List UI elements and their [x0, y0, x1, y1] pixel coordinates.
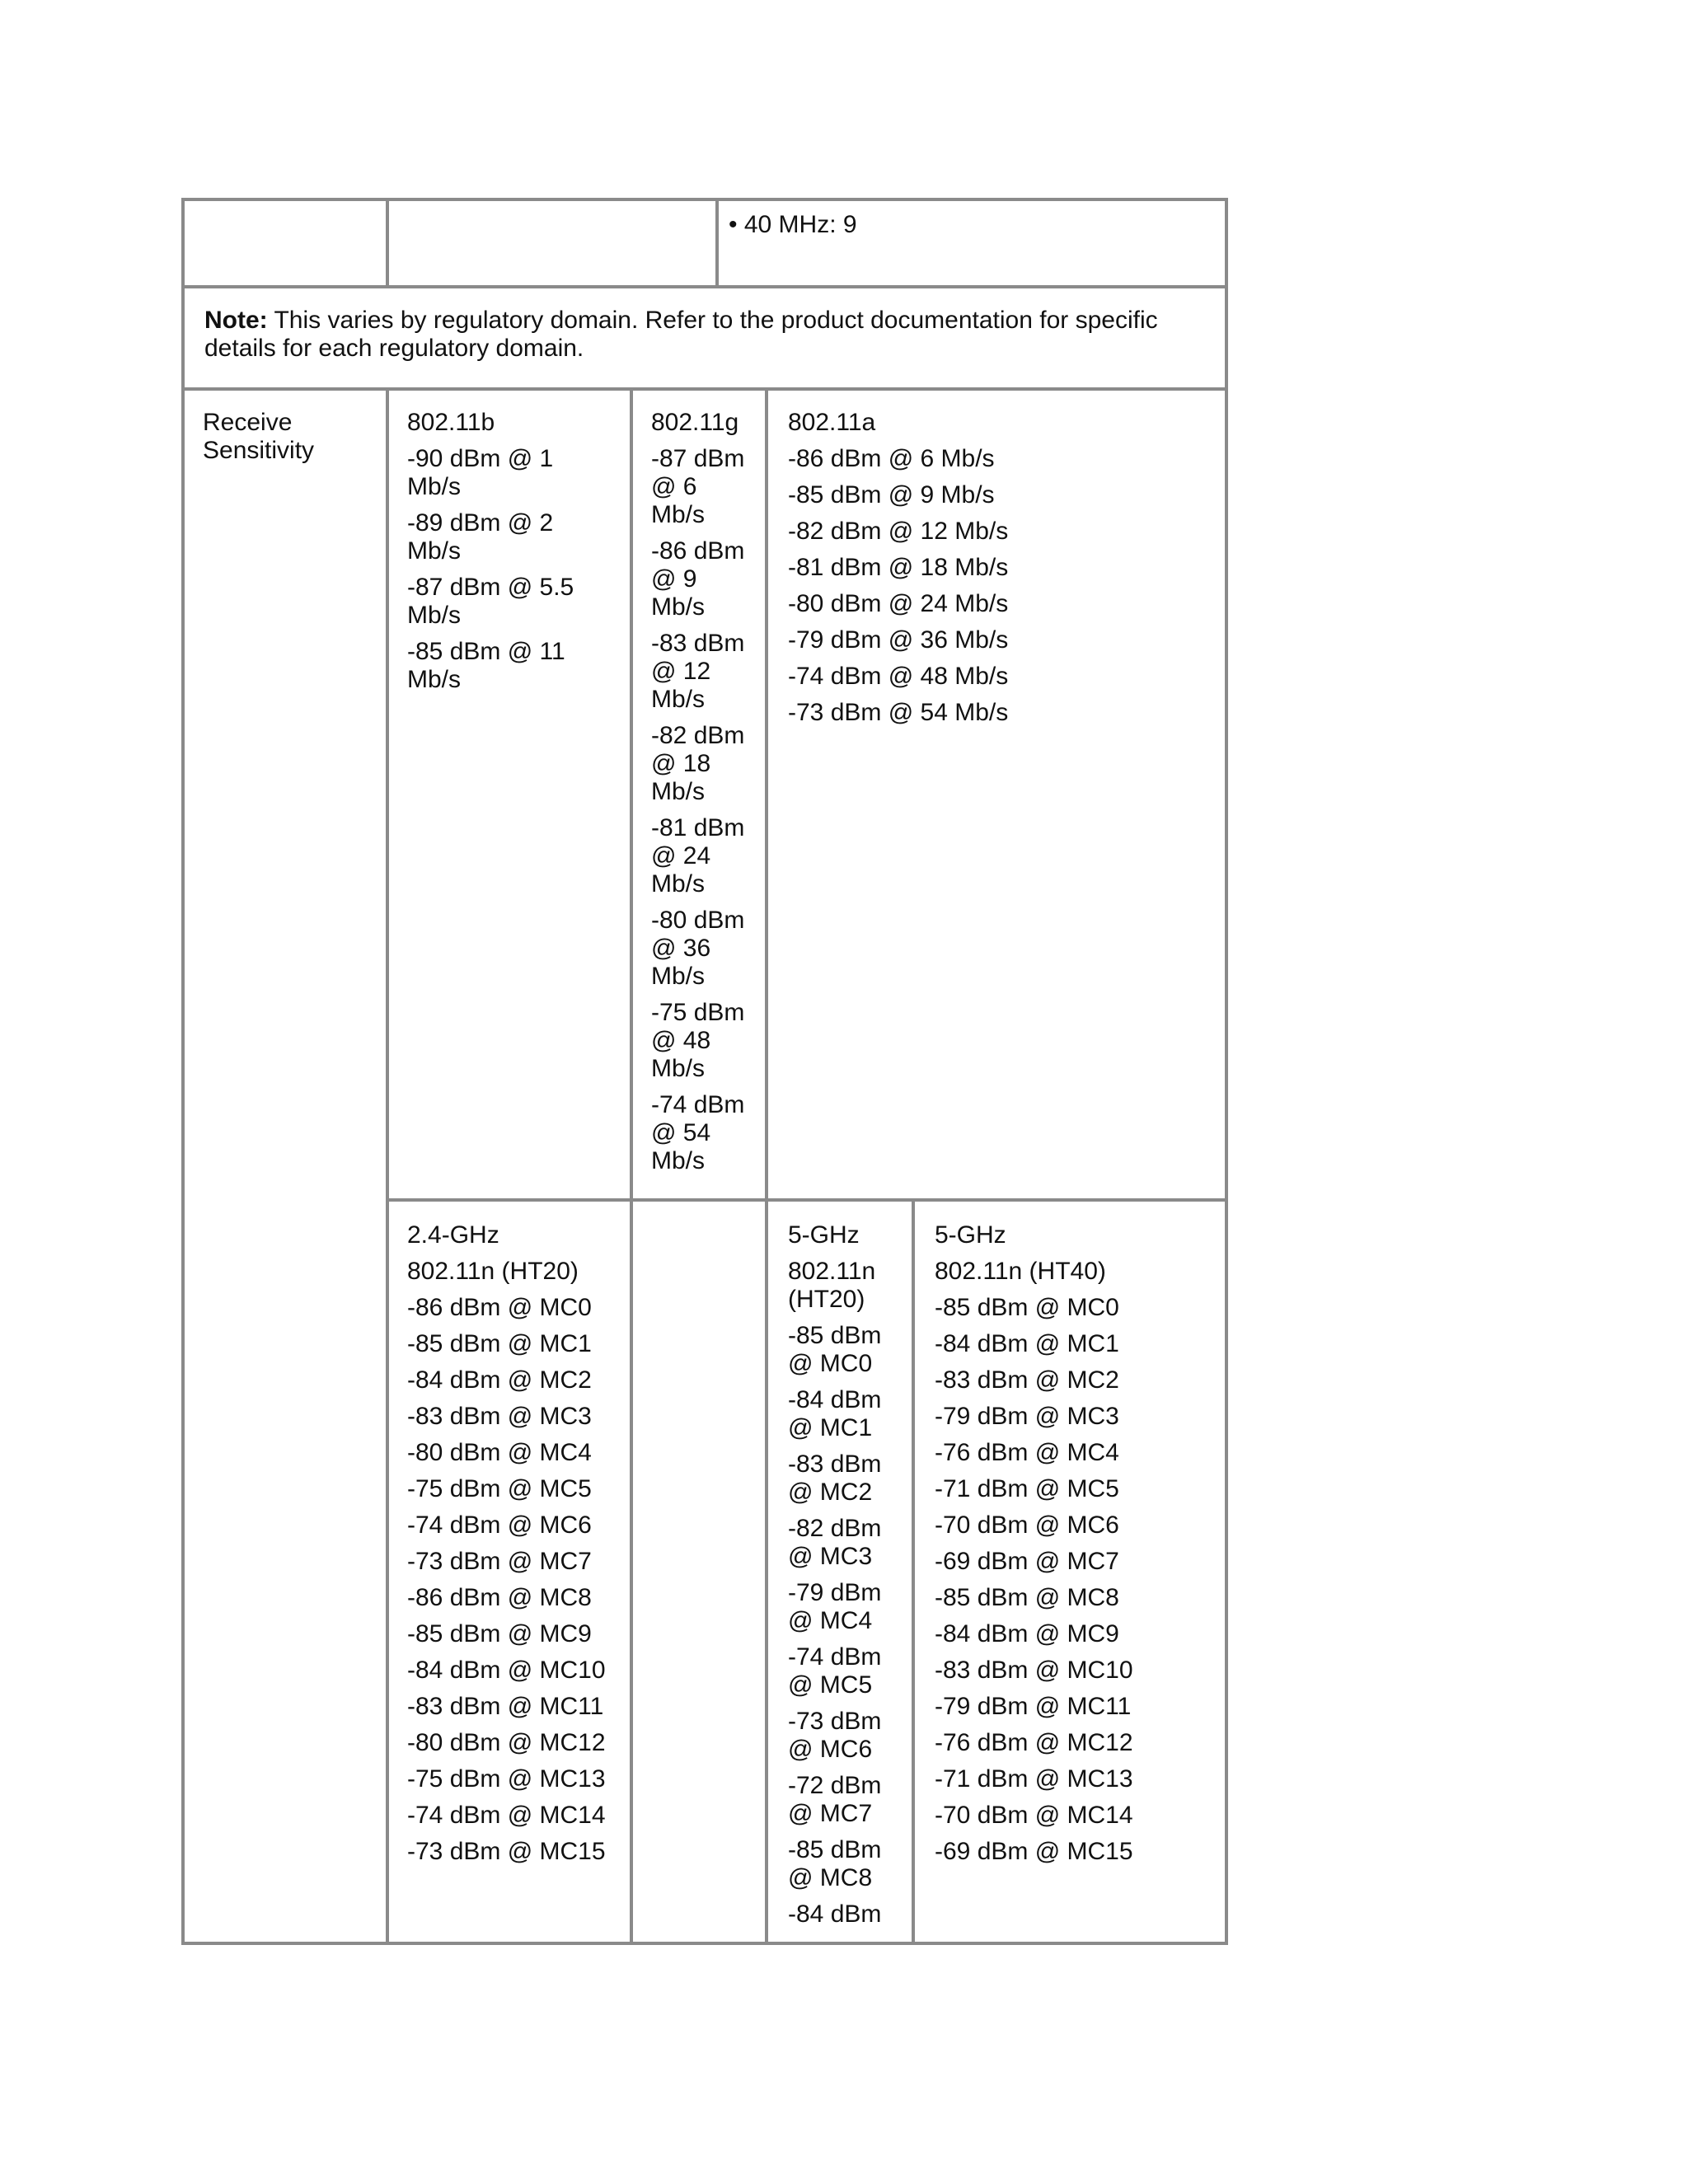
- list-item: -74 dBm @ 48 Mb/s: [788, 663, 1009, 690]
- cell-5ghz-ht20: [788, 1221, 892, 1938]
- list-item: -74 dBm @ MC14: [407, 1802, 606, 1829]
- list-item: -81 dBm @ 18 Mb/s: [788, 554, 1009, 581]
- list-item: -85 dBm @ MC0: [935, 1294, 1119, 1321]
- list-item: -80 dBm @ 24 Mb/s: [788, 590, 1009, 617]
- list-item: -80 dBm @ MC4: [407, 1439, 592, 1466]
- mode-5ghz-ht40: 802.11n (HT40): [935, 1258, 1106, 1285]
- list-item: -69 dBm @ MC7: [935, 1548, 1119, 1575]
- cell-80211g: [651, 409, 750, 1183]
- list-item: -86 dBm @ MC0: [407, 1294, 592, 1321]
- receive-sensitivity-label-cell: [203, 409, 368, 473]
- list-item: -75 dBm @ MC13: [407, 1765, 606, 1793]
- note-text: [204, 307, 1226, 363]
- table-border-top: [181, 198, 1228, 201]
- rs-divider-n5: [912, 1198, 915, 1943]
- list-item: -83 dBm @ MC10: [935, 1657, 1133, 1684]
- list-item: -74 dBm @ MC5: [788, 1643, 882, 1699]
- list-item: -74 dBm @ 54 Mb/s: [651, 1091, 745, 1174]
- list-item: -82 dBm @ 18 Mb/s: [651, 722, 745, 805]
- receive-sensitivity-label: Receive Sensitivity: [203, 409, 315, 464]
- list-item: -83 dBm @ MC3: [407, 1403, 592, 1430]
- list-item: -87 dBm @ 5.5 Mb/s: [407, 574, 574, 629]
- list-item: -90 dBm @ 1 Mb/s: [407, 445, 554, 500]
- cell-80211b: [407, 409, 605, 702]
- list-item: -85 dBm @ MC0: [788, 1322, 882, 1377]
- list-item: -71 dBm @ MC5: [935, 1475, 1119, 1502]
- list-item: -85 dBm @ 11 Mb/s: [407, 638, 565, 693]
- rs-divider-label: [386, 387, 389, 1943]
- note-label: Note:: [204, 307, 268, 334]
- rs-divider-g-a: [765, 387, 768, 1943]
- list-item: -76 dBm @ MC12: [935, 1729, 1133, 1756]
- list-item: -70 dBm @ MC6: [935, 1511, 1119, 1539]
- list-item: -84 dBm @ MC10: [407, 1657, 606, 1684]
- list-item: -89 dBm @ 2 Mb/s: [407, 509, 554, 565]
- title-80211b: 802.11b: [407, 409, 495, 436]
- table-border-row1: [181, 285, 1228, 288]
- title-80211g: 802.11g: [651, 409, 739, 436]
- list-item: -86 dBm @ 6 Mb/s: [788, 445, 995, 472]
- table-border-bottom: [181, 1942, 1228, 1945]
- table-border-right: [1225, 198, 1228, 1945]
- list-item: -81 dBm @ 24 Mb/s: [651, 814, 745, 898]
- list-item: -75 dBm @ 48 Mb/s: [651, 999, 745, 1082]
- note-body: This varies by regulatory domain. Refer to the product documentation for specific details for each regulatory domain.: [204, 307, 1158, 362]
- bullet-40mhz: • 40 MHz: 9: [729, 211, 857, 238]
- list-item: -73 dBm @ MC6: [788, 1708, 882, 1763]
- row0-divider-2: [715, 198, 719, 287]
- list-item: -84 dBm: [788, 1900, 882, 1928]
- mode-5ghz-ht20: 802.11n (HT20): [788, 1258, 876, 1313]
- table-border-row3: [387, 1198, 1228, 1202]
- list-item: -83 dBm @ MC2: [788, 1451, 882, 1506]
- list-item: -83 dBm @ MC11: [407, 1693, 604, 1720]
- rs-divider-b-g: [630, 387, 633, 1943]
- band-5ghz-ht20: 5-GHz: [788, 1221, 860, 1249]
- list-item: -87 dBm @ 6 Mb/s: [651, 445, 745, 528]
- cell-80211a: [788, 409, 1200, 735]
- list-item: -85 dBm @ 9 Mb/s: [788, 481, 995, 509]
- band-5ghz-ht40: 5-GHz: [935, 1221, 1006, 1249]
- list-item: -84 dBm @ MC1: [788, 1386, 882, 1441]
- list-item: -72 dBm @ MC7: [788, 1772, 882, 1827]
- table-border-left: [181, 198, 185, 1945]
- list-item: -82 dBm @ 12 Mb/s: [788, 518, 1009, 545]
- band-24ghz: 2.4-GHz: [407, 1221, 499, 1249]
- list-item: -73 dBm @ MC7: [407, 1548, 592, 1575]
- list-item: -85 dBm @ MC8: [788, 1836, 882, 1891]
- list-item: -74 dBm @ MC6: [407, 1511, 592, 1539]
- mode-24ghz-ht20: 802.11n (HT20): [407, 1258, 579, 1285]
- list-item: -82 dBm @ MC3: [788, 1515, 882, 1570]
- list-item: -84 dBm @ MC9: [935, 1620, 1119, 1647]
- list-item: -85 dBm @ MC1: [407, 1330, 592, 1357]
- list-item: -71 dBm @ MC13: [935, 1765, 1133, 1793]
- list-item: -86 dBm @ MC8: [407, 1584, 592, 1611]
- list-item: -80 dBm @ 36 Mb/s: [651, 907, 745, 990]
- list-item: -69 dBm @ MC15: [935, 1838, 1133, 1865]
- list-item: -76 dBm @ MC4: [935, 1439, 1119, 1466]
- row0-col3-cell: [729, 211, 1215, 247]
- list-item: -79 dBm @ MC3: [935, 1403, 1119, 1430]
- list-item: -70 dBm @ MC14: [935, 1802, 1133, 1829]
- list-item: -75 dBm @ MC5: [407, 1475, 592, 1502]
- list-item: -73 dBm @ MC15: [407, 1838, 606, 1865]
- list-item: -79 dBm @ 36 Mb/s: [788, 626, 1009, 654]
- list-item: -80 dBm @ MC12: [407, 1729, 606, 1756]
- list-item: -86 dBm @ 9 Mb/s: [651, 537, 745, 621]
- list-item: -83 dBm @ MC2: [935, 1366, 1119, 1394]
- list-item: -83 dBm @ 12 Mb/s: [651, 630, 745, 713]
- table-border-row2: [181, 387, 1228, 391]
- list-item: -84 dBm @ MC1: [935, 1330, 1119, 1357]
- list-item: -79 dBm @ MC4: [788, 1579, 882, 1634]
- list-item: -84 dBm @ MC2: [407, 1366, 592, 1394]
- title-80211a: 802.11a: [788, 409, 876, 436]
- list-item: -85 dBm @ MC8: [935, 1584, 1119, 1611]
- list-item: -73 dBm @ 54 Mb/s: [788, 699, 1009, 726]
- cell-24ghz-ht20: [407, 1221, 621, 1874]
- cell-5ghz-ht40: [935, 1221, 1215, 1874]
- list-item: -79 dBm @ MC11: [935, 1693, 1132, 1720]
- list-item: -85 dBm @ MC9: [407, 1620, 592, 1647]
- row0-divider-1: [386, 198, 389, 287]
